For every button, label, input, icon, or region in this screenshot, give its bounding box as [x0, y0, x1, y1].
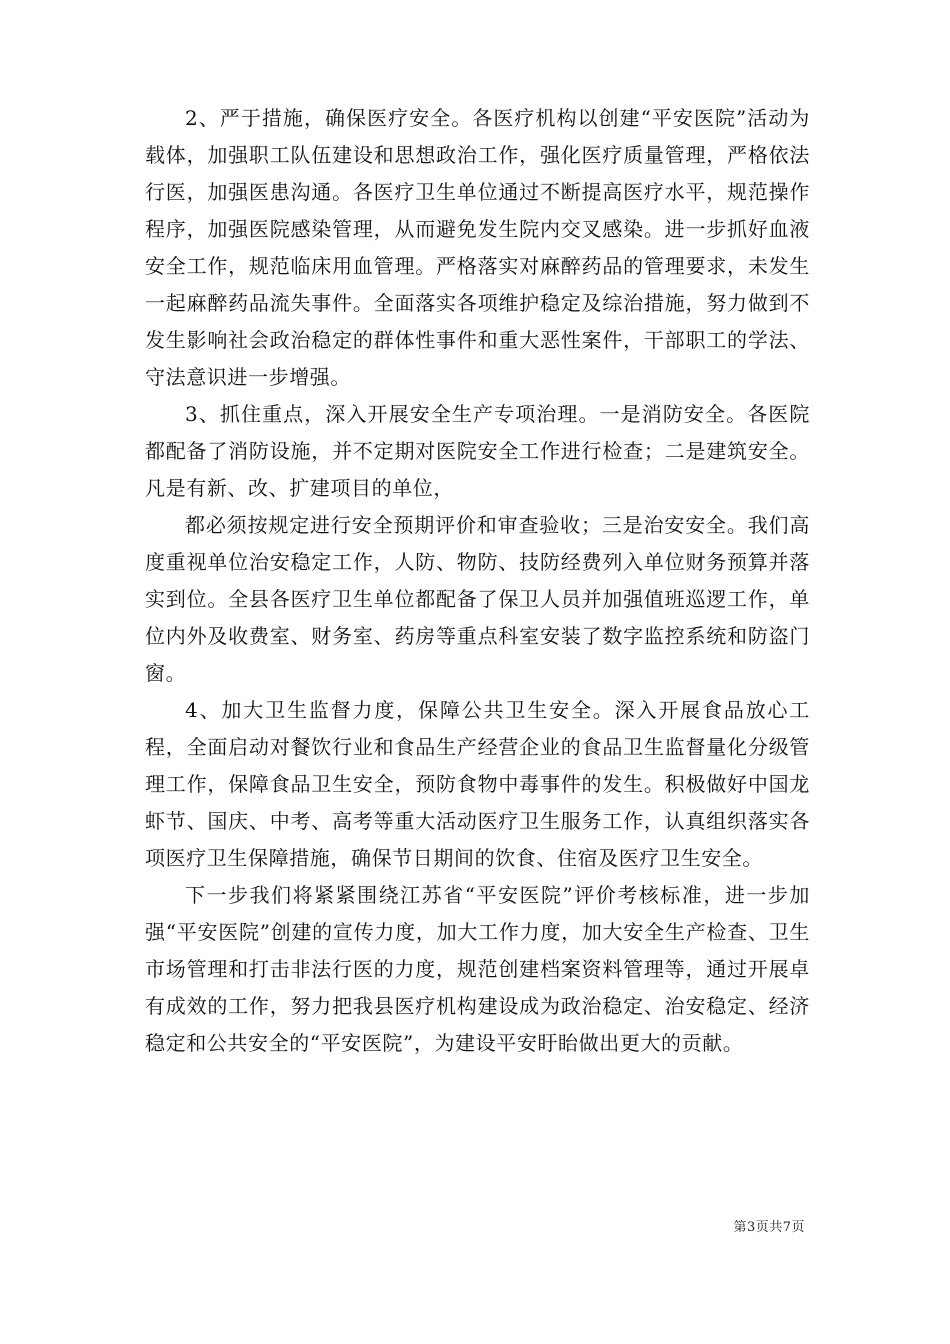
paragraph-next-steps: 下一步我们将紧紧围绕江苏省“平安医院”评价考核标准，进一步加强“平安医院”创建的宣传力度，加大工作力度，加大安全生产检查、卫生市场管理和打击非法行医的力度，规范创建档案资料管理等，通过开展卓有成效的工作，努力把我县医疗机构建设成为政治稳定、治安稳定、经济稳定和公共安全的“平安医院”，为建设平安盱眙做出更大的贡献。 [145, 883, 810, 1055]
page-number-footer: 第3页共7页 [733, 1220, 805, 1235]
paragraph-2: 2、严于措施，确保医疗安全。各医疗机构以创建“平安医院”活动为载体，加强职工队伍建设和思想政治工作，强化医疗质量管理，严格依法行医，加强医患沟通。各医疗卫生单位通过不断提高医疗水平，规范操作程序，加强医院感染管理，从而避免发生院内交叉感染。进一步抓好血液安全工作，规范临床用血管理。严格落实对麻醉药品的管理要求，未发生一起麻醉药品流失事件。全面落实各项维护稳定及综治措施，努力做到不发生影响社会政治稳定的群体性事件和重大恶性案件，干部职工的学法、守法意识进一步增强。 [145, 106, 810, 389]
paragraph-3-continued: 都必须按规定进行安全预期评价和审查验收；三是治安安全。我们高度重视单位治安稳定工作，人防、物防、技防经费列入单位财务预算并落实到位。全县各医疗卫生单位都配备了保卫人员并加强值班巡逻工作，单位内外及收费室、财务室、药房等重点科室安装了数字监控系统和防盗门窗。 [145, 513, 810, 685]
paragraph-4: 4、加大卫生监督力度，保障公共卫生安全。深入开展食品放心工程，全面启动对餐饮行业和食品生产经营企业的食品卫生监督量化分级管理工作，保障食品卫生安全，预防食物中毒事件的发生。积极做好中国龙虾节、国庆、中考、高考等重大活动医疗卫生服务工作，认真组织落实各项医疗卫生保障措施，确保节日期间的饮食、住宿及医疗卫生安全。 [145, 698, 810, 870]
body-text [145, 100, 810, 1062]
paragraph-3: 3、抓住重点，深入开展安全生产专项治理。一是消防安全。各医院都配备了消防设施，并不定期对医院安全工作进行检查；二是建筑安全。凡是有新、改、扩建项目的单位， [145, 402, 810, 500]
